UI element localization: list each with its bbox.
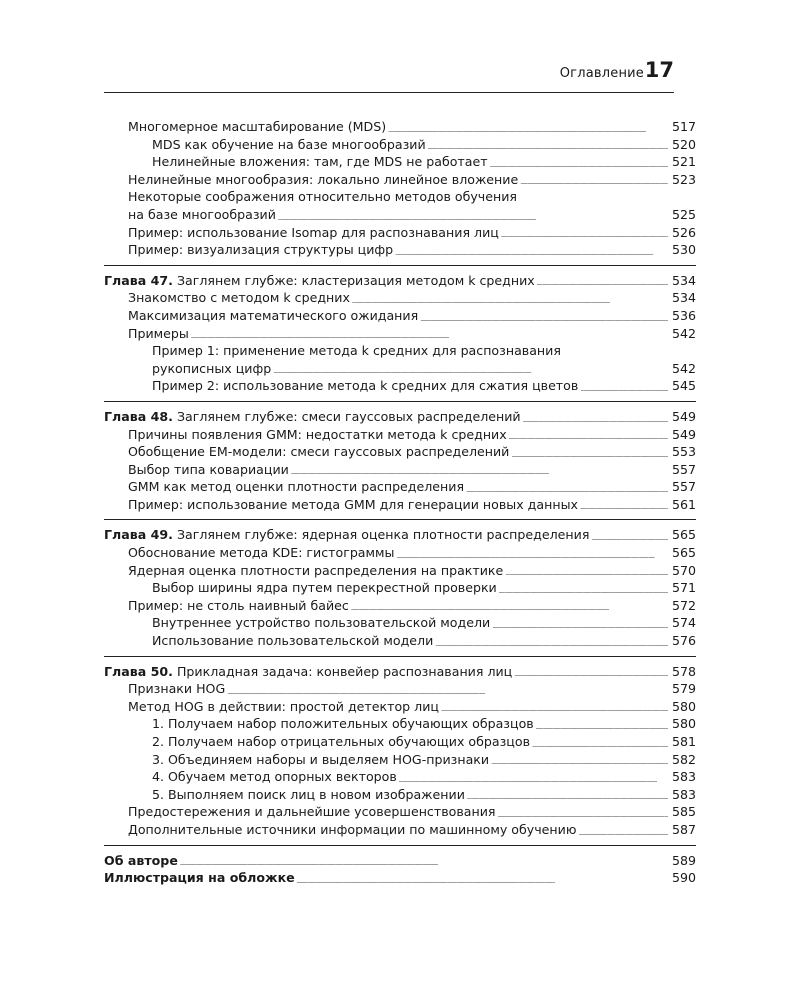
chapter-number: Глава 47. [104,272,173,288]
toc-cover-illustration[interactable]: Иллюстрация на обложке . . . 590 [104,869,696,887]
toc-entry[interactable]: Пример: использование метода GMM для генерации новых данных . . . 561 [104,496,696,514]
chapter-number: Глава 48. [104,408,173,424]
toc-entry[interactable]: Метод HOG в действии: простой детектор лиц . . . 580 [104,698,696,716]
toc-entry[interactable]: Причины появления GMM: недостатки метода k средних . . . 549 [104,426,696,444]
toc-entry[interactable]: Внутреннее устройство пользовательской модели . . . 574 [104,614,696,632]
toc-entry[interactable]: 1. Получаем набор положительных обучающих образцов . . . 580 [104,715,696,733]
chapter-title: Заглянем глубже: кластеризация методом k средних [176,272,535,288]
toc-entry[interactable]: MDS как обучение на базе многообразий . . . 520 [104,136,696,154]
toc-entry[interactable]: Обобщение EM-модели: смеси гауссовых распределений . . . 553 [104,443,696,461]
chapter-divider [104,519,696,520]
chapter-divider [104,265,696,266]
toc-entry[interactable]: Использование пользовательской модели . . . 576 [104,632,696,650]
toc-entry[interactable]: Обоснование метода KDE: гистограммы . . . 565 [104,544,696,562]
toc-chapter-47[interactable]: Глава 47. Заглянем глубже: кластеризация методом k средних . . . 534 [104,272,696,290]
chapter-divider [104,401,696,402]
toc-entry[interactable]: Выбор ширины ядра путем перекрестной проверки . . . 571 [104,579,696,597]
chapter-number: Глава 50. [104,663,173,679]
toc-entry[interactable]: Примеры . . . 542 [104,325,696,343]
toc-entry[interactable]: 2. Получаем набор отрицательных обучающих образцов . . . 581 [104,733,696,751]
toc-entry[interactable]: Выбор типа ковариации . . . 557 [104,461,696,479]
toc-chapter-50[interactable]: Глава 50. Прикладная задача: конвейер распознавания лиц . . . 578 [104,663,696,681]
toc-entry[interactable]: Пример: использование Isomap для распознавания лиц . . . 526 [104,224,696,242]
toc-entry[interactable]: рукописных цифр . . . 542 [104,360,696,378]
chapter-number: Глава 49. [104,527,173,543]
running-header [104,58,674,92]
running-header-title: Оглавление [559,66,644,81]
toc-entry[interactable]: Пример 2: использование метода k средних для сжатия цветов . . . 545 [104,377,696,395]
toc-entry[interactable]: Нелинейные вложения: там, где MDS не работает . . . 521 [104,153,696,171]
toc-entry-line: Пример 1: применение метода k средних для распознавания [152,343,561,359]
toc-entry[interactable]: 3. Объединяем наборы и выделяем HOG-признаки . . . 582 [104,751,696,769]
toc-entry[interactable]: Пример: не столь наивный байес . . . 572 [104,597,696,615]
toc-entry[interactable]: Дополнительные источники информации по машинному обучению . . . 587 [104,821,696,839]
chapter-divider [104,656,696,657]
toc-entry[interactable]: 4. Обучаем метод опорных векторов . . . 583 [104,768,696,786]
chapter-title: Заглянем глубже: ядерная оценка плотности распределения [176,527,590,543]
toc-entry[interactable]: Признаки HOG . . . 579 [104,680,696,698]
toc-entry[interactable]: GMM как метод оценки плотности распределения . . . 557 [104,478,696,496]
page-number: 17 [644,58,674,82]
toc-entry[interactable]: Нелинейные многообразия: локально линейное вложение . . . 523 [104,171,696,189]
toc-about-author[interactable]: Об авторе . . . 589 [104,852,696,870]
chapter-divider [104,845,696,846]
toc-entry[interactable]: Знакомство с методом k средних . . . 534 [104,289,696,307]
chapter-title: Заглянем глубже: смеси гауссовых распределений [176,408,521,424]
toc-chapter-48[interactable]: Глава 48. Заглянем глубже: смеси гауссовых распределений . . . 549 [104,408,696,426]
toc-entry-line: Некоторые соображения относительно методов обучения [128,189,517,205]
toc-entry[interactable]: Ядерная оценка плотности распределения на практике . . . 570 [104,562,696,580]
toc-chapter-49[interactable]: Глава 49. Заглянем глубже: ядерная оценка плотности распределения . . . 565 [104,526,696,544]
table-of-contents [104,118,696,887]
chapter-title: Прикладная задача: конвейер распознавания лиц [176,663,513,679]
toc-entry[interactable]: Пример: визуализация структуры цифр . . . 530 [104,241,696,259]
toc-entry[interactable]: Предостережения и дальнейшие усовершенствования . . . 585 [104,803,696,821]
toc-entry[interactable]: на базе многообразий . . . 525 [104,206,696,224]
toc-entry[interactable]: 5. Выполняем поиск лиц в новом изображении . . . 583 [104,786,696,804]
toc-entry[interactable]: Многомерное масштабирование (MDS) . . . 517 [104,118,696,136]
header-rule [104,92,674,93]
toc-entry[interactable]: Максимизация математического ожидания . . . 536 [104,307,696,325]
